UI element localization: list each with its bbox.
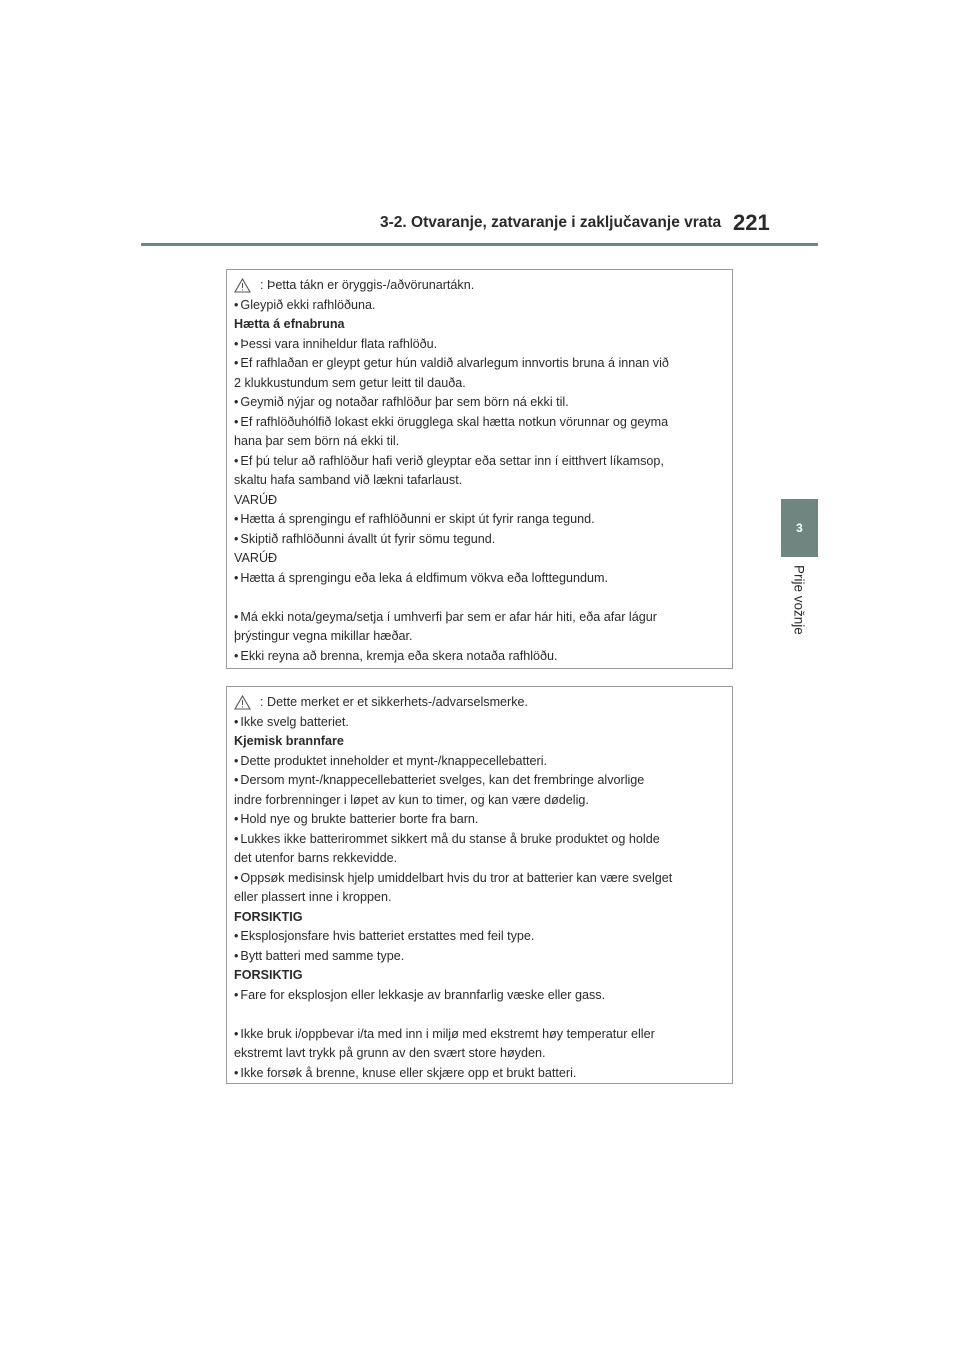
section-heading: FORSIKTIG: [234, 968, 303, 982]
list-item: [234, 569, 724, 589]
list-item-text: Dette produktet inneholder et mynt-/knappecellebatteri.: [240, 753, 548, 768]
list-item-text: Má ekki nota/geyma/setja í umhverfi þar sem er afar hár hiti, eða afar lágur: [240, 609, 657, 624]
bullet: •: [234, 1065, 239, 1080]
list-item: [234, 296, 724, 316]
list-item-continuation: indre forbrenninger i løpet av kun to timer, og kan være dødelig.: [234, 792, 589, 807]
list-item-text: Ef rafhlöðuhólfið lokast ekki örugglega skal hætta notkun vörunnar og geyma: [240, 414, 669, 429]
section-heading: VARÚÐ: [234, 551, 278, 565]
list-item: [234, 647, 724, 667]
list-item: [234, 510, 724, 530]
list-item-continuation: þrýstingur vegna mikillar hæðar.: [234, 629, 413, 643]
list-item-text: Skiptið rafhlöðunni ávallt út fyrir sömu tegund.: [240, 531, 496, 546]
chapter-tab: [781, 499, 818, 557]
bullet: •: [234, 773, 239, 787]
list-item-text: Fare for eksplosjon eller lekkasje av brannfarlig væske eller gass.: [240, 987, 606, 1002]
warning-box-icelandic: [226, 269, 733, 669]
section-title: 3-2. Otvaranje, zatvaranje i zaključavanje vrata: [380, 214, 722, 231]
chapter-number: 3: [796, 521, 803, 535]
warning-triangle-icon: [234, 278, 251, 293]
list-item-continuation: eller plassert inne i kroppen.: [234, 890, 392, 904]
bullet: •: [234, 414, 239, 429]
bullet: •: [234, 948, 239, 963]
section-heading: FORSIKTIG: [234, 909, 303, 924]
list-item-text: Bytt batteri med samme type.: [240, 948, 405, 963]
section-heading: Hætta á efnabruna: [234, 317, 345, 331]
list-item: [234, 1025, 724, 1045]
symbol-text: : Þetta tákn er öryggis-/aðvörunartákn.: [260, 278, 475, 292]
section-heading: Kjemisk brannfare: [234, 734, 344, 748]
list-item-text: Þessi vara inniheldur flata rafhlöðu.: [240, 336, 438, 351]
bullet: •: [234, 336, 239, 351]
list-item: [234, 393, 724, 413]
list-item: [234, 452, 724, 472]
bullet: •: [234, 453, 239, 468]
list-item: [234, 752, 724, 772]
list-item: [234, 413, 724, 433]
list-item: [234, 771, 724, 791]
list-item-text: Dersom mynt-/knappecellebatteriet svelges, kan det frembringe alvorlige: [240, 773, 645, 787]
list-item: [234, 927, 724, 947]
bullet: •: [234, 753, 239, 768]
spacer: [234, 588, 724, 608]
list-item-text: Eksplosjonsfare hvis batteriet erstattes med feil type.: [240, 929, 535, 943]
list-item-text: Ef þú telur að rafhlöður hafi verið gleyptar eða settar inn í eitthvert líkamsop,: [240, 453, 664, 468]
list-item: [234, 1064, 724, 1084]
list-item: [234, 713, 724, 733]
list-item-text: Ef rafhlaðan er gleypt getur hún valdið alvarlegum innvortis bruna á innan við: [240, 356, 669, 370]
bullet: •: [234, 356, 239, 370]
list-item-continuation: det utenfor barns rekkevidde.: [234, 851, 398, 865]
list-item: [234, 354, 724, 374]
bullet: •: [234, 531, 239, 546]
section-heading: VARÚÐ: [234, 492, 278, 507]
list-item-text: Ikke bruk i/oppbevar i/ta med inn i miljø med ekstremt høy temperatur eller: [240, 1026, 655, 1041]
list-item: [234, 869, 724, 889]
spacer: [234, 1005, 724, 1025]
warning-triangle-icon: [234, 695, 251, 710]
list-item-text: Lukkes ikke batterirommet sikkert må du stanse å bruke produktet og holde: [240, 831, 660, 846]
list-item-text: Ikke forsøk å brenne, knuse eller skjære opp et brukt batteri.: [240, 1065, 577, 1080]
symbol-line: [234, 693, 724, 713]
list-item-text: Hætta á sprengingu eða leka á eldfimum vökva eða lofttegundum.: [240, 570, 608, 585]
list-item: [234, 530, 724, 550]
list-item-text: Gleypið ekki rafhlöðuna.: [240, 297, 376, 312]
bullet: •: [234, 929, 239, 943]
bullet: •: [234, 570, 239, 585]
list-item: [234, 986, 724, 1006]
list-item: [234, 608, 724, 628]
list-item: [234, 335, 724, 355]
bullet: •: [234, 297, 239, 312]
list-item-text: Ekki reyna að brenna, kremja eða skera notaða rafhlöðu.: [240, 648, 558, 663]
warning-box-norwegian: [226, 686, 733, 1084]
page-number: 221: [733, 210, 770, 235]
bullet: •: [234, 714, 239, 729]
list-item-continuation: hana þar sem börn ná ekki til.: [234, 434, 400, 448]
list-item: [234, 830, 724, 850]
list-item-text: Ikke svelg batteriet.: [240, 714, 349, 729]
bullet: •: [234, 512, 239, 526]
list-item-continuation: ekstremt lavt trykk på grunn av den svært store høyden.: [234, 1046, 546, 1060]
bullet: •: [234, 870, 239, 885]
list-item-text: Geymið nýjar og notaðar rafhlöður þar sem börn ná ekki til.: [240, 395, 569, 409]
header-rule: [141, 243, 818, 246]
bullet: •: [234, 648, 239, 663]
bullet: •: [234, 395, 239, 409]
bullet: •: [234, 1026, 239, 1041]
list-item-text: Hætta á sprengingu ef rafhlöðunni er skipt út fyrir ranga tegund.: [240, 512, 595, 526]
symbol-text: : Dette merket er et sikkerhets-/advarselsmerke.: [260, 695, 529, 709]
bullet: •: [234, 831, 239, 846]
list-item-continuation: 2 klukkustundum sem getur leitt til dauða.: [234, 375, 466, 390]
list-item: [234, 810, 724, 830]
list-item-text: Hold nye og brukte batterier borte fra barn.: [240, 812, 479, 826]
symbol-line: [234, 276, 724, 296]
list-item-continuation: skaltu hafa samband við lækni tafarlaust.: [234, 473, 463, 487]
bullet: •: [234, 609, 239, 624]
list-item-text: Oppsøk medisinsk hjelp umiddelbart hvis du tror at batterier kan være svelget: [240, 870, 673, 885]
list-item: [234, 947, 724, 967]
bullet: •: [234, 987, 239, 1002]
chapter-label: Prije vožnje: [791, 565, 807, 635]
bullet: •: [234, 812, 239, 826]
